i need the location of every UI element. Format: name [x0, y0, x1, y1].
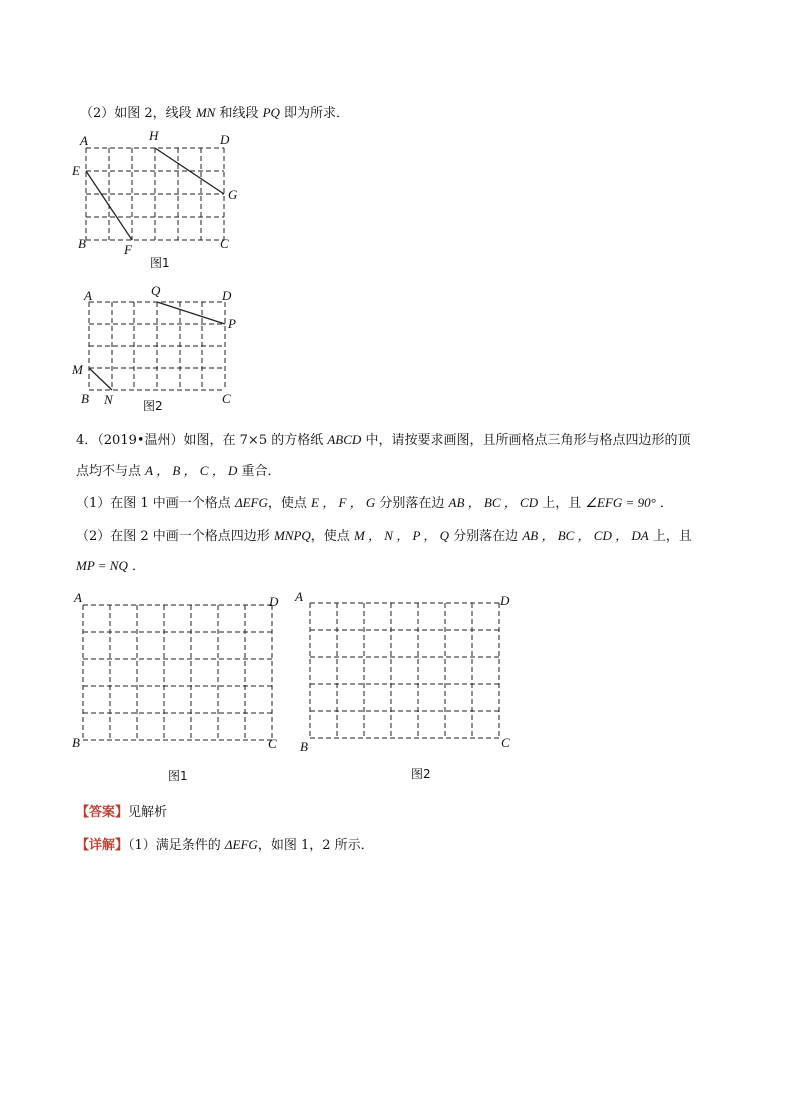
segment-qp [157, 302, 225, 324]
label-a: A [80, 133, 88, 148]
label-d: D [269, 594, 279, 609]
answer-line [76, 804, 167, 822]
label-p: P [228, 316, 236, 331]
label-b: B [78, 236, 86, 251]
bottom-figure-1-grid [83, 605, 272, 740]
label-b: B [72, 735, 80, 750]
problem-question-2: （2）在图 2 中画一个格点四边形 MNPQ，使点 M ， N ， P ， Q 分别落在边 AB ， BC ， CD ， DA 上，且 [76, 528, 692, 544]
label-d: D [220, 132, 230, 147]
top-figure-1 [71, 128, 238, 270]
label-g: G [228, 187, 238, 202]
bottom-figure-1 [72, 590, 279, 783]
answer-text: 见解析 [128, 805, 168, 820]
label-b: B [300, 739, 308, 754]
label-c: C [268, 736, 277, 751]
bottom-figure-2 [294, 589, 510, 781]
bottom-figure-1-caption: 图1 [168, 769, 188, 783]
problem-question-2-condition: MP = NQ ． [76, 558, 146, 574]
label-m: M [72, 362, 83, 377]
detail-line: 【详解】（1）满足条件的 ΔEFG，如图 1，2 所示． [76, 837, 374, 853]
segment-hg [155, 148, 224, 194]
bottom-figure-2-caption: 图2 [411, 767, 431, 781]
label-f: F [124, 242, 132, 257]
top-figure-2-caption: 图2 [143, 399, 163, 413]
label-a: A [84, 288, 92, 303]
label-c: C [501, 735, 510, 750]
label-n: N [104, 392, 113, 407]
label-c: C [222, 391, 231, 406]
label-b: B [81, 391, 89, 406]
problem-question-1: （1）在图 1 中画一个格点 ΔEFG，使点 E ， F ， G 分别落在边 AB ， BC ， CD 上，且 ∠EFG = 90° ． [76, 495, 673, 511]
problem-line-2: 点均不与点 A ， B ， C ， D 重合． [76, 463, 281, 479]
detail-tag: 【详解】 [76, 838, 129, 853]
problem-line-1: 4．（2019•温州）如图，在 7×5 的方格纸 ABCD 中，请按要求画图，且所画格点三角形与格点四边形的顶 [76, 432, 691, 448]
bottom-figure-2-grid [310, 603, 499, 738]
label-d: D [222, 288, 232, 303]
segment-mn [89, 368, 112, 390]
top-figure-1-grid [86, 148, 224, 240]
part2-header: （2）如图 2，线段 MN 和线段 PQ 即为所求． [80, 105, 350, 121]
label-h: H [149, 128, 159, 143]
answer-tag: 【答案】 [76, 805, 129, 820]
label-c: C [220, 236, 229, 251]
top-figure-2-grid [89, 302, 225, 390]
top-figure-2 [71, 283, 236, 413]
label-q: Q [151, 283, 161, 298]
label-e: E [72, 163, 80, 178]
label-d: D [500, 593, 510, 608]
label-a: A [295, 589, 303, 604]
label-a: A [74, 590, 82, 605]
top-figure-1-caption: 图1 [150, 256, 170, 270]
